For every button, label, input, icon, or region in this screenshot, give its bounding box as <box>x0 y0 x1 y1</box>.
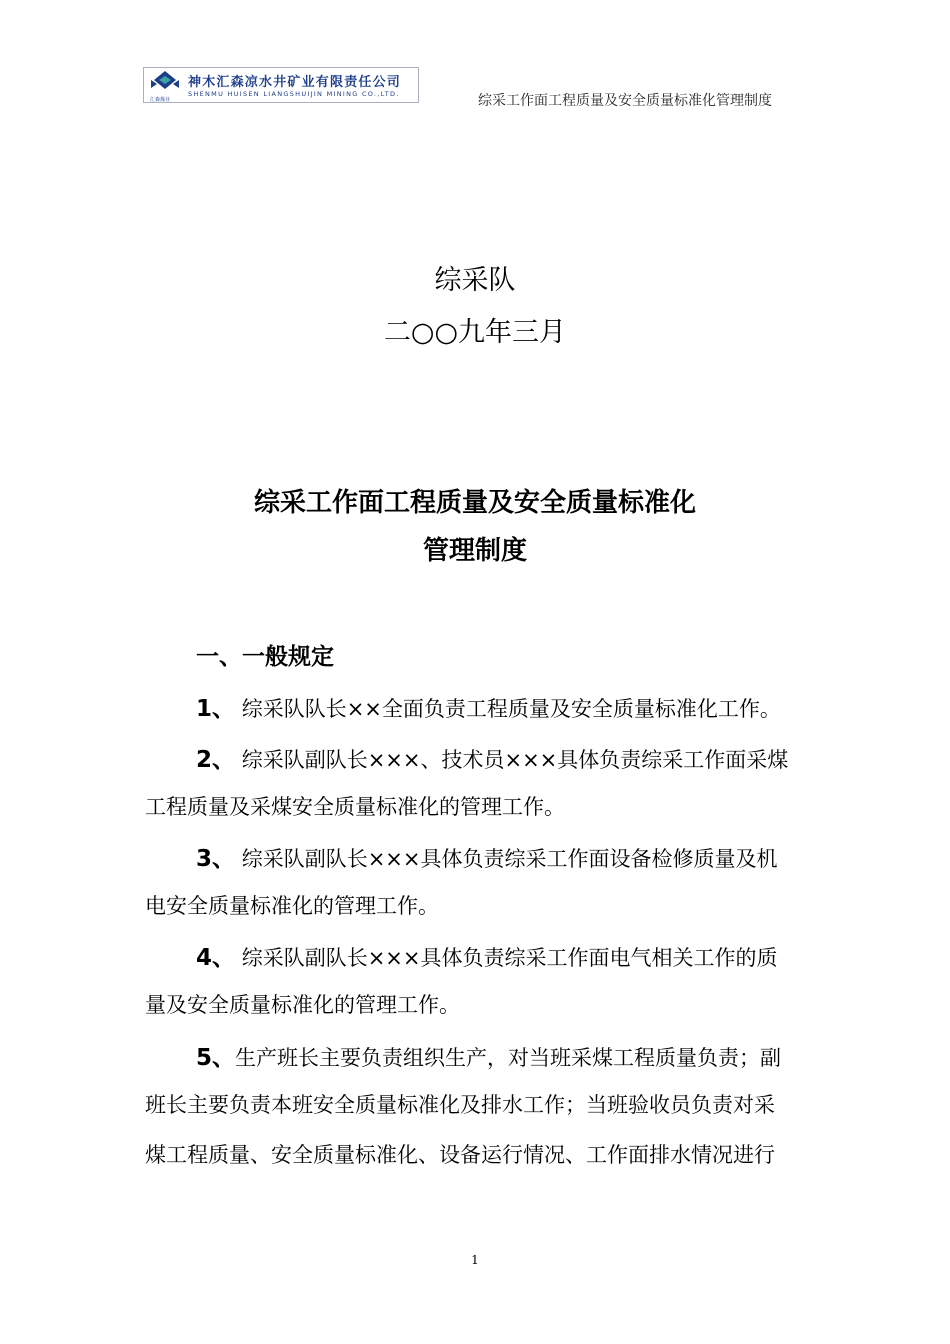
company-name-en: SHENMU HUISEN LIANGSHUIJIN MINING CO.,LTD. <box>188 90 400 98</box>
item-text: 综采队副队长×××、技术员×××具体负责综采工作面采煤 <box>235 748 789 772</box>
list-item <box>145 939 809 972</box>
item-text-continuation: 煤工程质量、安全质量标准化、设备运行情况、工作面排水情况进行 <box>145 1143 775 1167</box>
item-text-continuation: 电安全质量标准化的管理工作。 <box>145 894 439 918</box>
item-text-continuation: 工程质量及采煤安全质量标准化的管理工作。 <box>145 795 565 819</box>
item-number: 4、 <box>196 945 236 971</box>
logo-subtext: 汇森煤业 <box>150 97 171 103</box>
item-text: 综采队副队长×××具体负责综采工作面设备检修质量及机 <box>235 847 778 871</box>
document-title-line-1: 综采工作面工程质量及安全质量标准化 <box>253 488 696 518</box>
team-name: 综采队 <box>434 265 516 296</box>
item-number: 3、 <box>196 846 236 872</box>
section-heading: 一、一般规定 <box>196 644 334 670</box>
company-name-cn: 神木汇森凉水井矿业有限责任公司 <box>188 75 402 90</box>
item-text-continuation: 班长主要负责本班安全质量标准化及排水工作；当班验收员负责对采 <box>145 1093 775 1117</box>
document-date: 二○○九年三月 <box>383 317 567 348</box>
item-number: 2、 <box>196 747 236 773</box>
page-number: 1 <box>471 1253 479 1267</box>
list-item <box>145 741 809 774</box>
item-text: 综采队副队长×××具体负责综采工作面电气相关工作的质 <box>235 946 778 970</box>
company-logo <box>143 67 419 103</box>
item-text-continuation: 量及安全质量标准化的管理工作。 <box>145 993 460 1017</box>
list-item <box>145 690 809 723</box>
list-item <box>145 840 809 873</box>
running-header-title: 综采工作面工程质量及安全质量标准化管理制度 <box>478 93 772 109</box>
list-item <box>145 1039 809 1072</box>
document-title-line-2: 管理制度 <box>422 536 527 566</box>
item-number: 5、 <box>196 1045 236 1071</box>
item-text: 生产班长主要负责组织生产，对当班采煤工程质量负责；副 <box>235 1046 782 1070</box>
item-text: 综采队队长××全面负责工程质量及安全质量标准化工作。 <box>235 697 781 721</box>
item-number: 1、 <box>196 696 236 722</box>
